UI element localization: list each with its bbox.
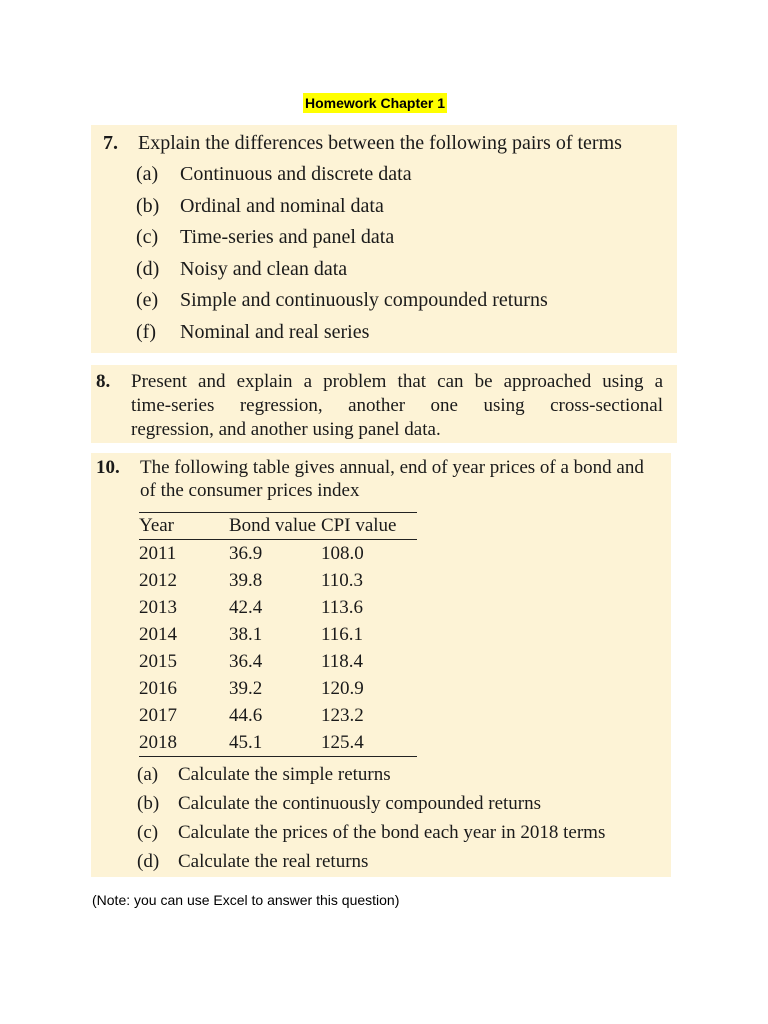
table-cell: 118.4 xyxy=(321,650,364,672)
table-cell: 120.9 xyxy=(321,677,364,699)
list-item xyxy=(136,257,347,281)
table-cell: 116.1 xyxy=(321,623,364,645)
page-title: Homework Chapter 1 xyxy=(305,95,446,111)
column-header: CPI value xyxy=(321,513,417,540)
item-text: Calculate the continuously compounded returns xyxy=(178,793,542,814)
question-text: Explain the differences between the following pairs of terms xyxy=(138,132,622,154)
table-cell: 2016 xyxy=(139,677,177,699)
question-number: 7. xyxy=(103,132,118,154)
data-table xyxy=(139,512,417,757)
table-row xyxy=(139,621,417,648)
table-cell: 36.4 xyxy=(229,650,263,672)
item-text: Noisy and clean data xyxy=(180,258,348,280)
table-row xyxy=(139,729,417,757)
item-label: (b) xyxy=(136,195,160,217)
question-10 xyxy=(91,453,671,877)
note-text: (Note: you can use Excel to answer this question) xyxy=(92,892,400,908)
question-number: 8. xyxy=(96,371,111,392)
list-item xyxy=(137,822,605,844)
list-item xyxy=(137,851,368,873)
item-label: (c) xyxy=(136,226,159,248)
table-cell: 108.0 xyxy=(321,542,364,564)
column-header: Bond value xyxy=(229,513,321,540)
list-item xyxy=(137,793,541,815)
table-cell: 2018 xyxy=(139,729,229,757)
list-item xyxy=(137,764,391,786)
table-row xyxy=(139,594,417,621)
list-item xyxy=(136,320,369,344)
table-cell: 36.9 xyxy=(229,542,263,564)
table-cell: 123.2 xyxy=(321,704,364,726)
item-text: Ordinal and nominal data xyxy=(180,195,384,217)
item-label: (b) xyxy=(137,793,160,814)
table-cell: 2014 xyxy=(139,623,177,645)
table-cell: 2015 xyxy=(139,650,177,672)
item-label: (d) xyxy=(137,851,160,872)
table-row xyxy=(139,540,417,568)
item-text: Simple and continuously compounded returns xyxy=(180,289,548,311)
item-text: Calculate the real returns xyxy=(178,851,369,872)
table-cell: 45.1 xyxy=(229,729,321,757)
question-text-line: Present and explain a problem that can be approached using a xyxy=(131,371,663,392)
column-header: Year xyxy=(139,513,229,540)
table-cell: 2011 xyxy=(139,542,177,564)
item-text: Nominal and real series xyxy=(180,321,370,343)
list-item xyxy=(136,194,384,218)
item-label: (e) xyxy=(136,289,159,311)
table-cell: 2017 xyxy=(139,704,177,726)
table-row xyxy=(139,567,417,594)
list-item xyxy=(136,162,412,186)
list-item xyxy=(136,225,394,249)
table-cell: 125.4 xyxy=(321,729,417,757)
item-label: (c) xyxy=(137,822,159,843)
question-8 xyxy=(91,365,677,443)
item-text: Calculate the prices of the bond each year in 2018 terms xyxy=(178,822,606,843)
question-text-line: of the consumer prices index xyxy=(140,480,360,501)
table-cell: 110.3 xyxy=(321,569,364,591)
table-cell: 44.6 xyxy=(229,704,263,726)
table-row xyxy=(139,648,417,675)
table-cell: 38.1 xyxy=(229,623,263,645)
item-text: Calculate the simple returns xyxy=(178,764,391,785)
table-cell: 42.4 xyxy=(229,596,263,618)
item-text: Continuous and discrete data xyxy=(180,163,412,185)
item-label: (d) xyxy=(136,258,160,280)
list-item xyxy=(136,288,548,312)
table-cell: 39.2 xyxy=(229,677,263,699)
table-row xyxy=(139,702,417,729)
table-cell: 39.8 xyxy=(229,569,263,591)
table-cell: 2013 xyxy=(139,596,177,618)
question-text-line: regression, and another using panel data. xyxy=(131,419,441,440)
question-7 xyxy=(91,125,677,353)
table-row xyxy=(139,675,417,702)
item-label: (a) xyxy=(136,163,159,185)
question-text-line: The following table gives annual, end of year prices of a bond and xyxy=(140,457,644,478)
table-cell: 113.6 xyxy=(321,596,364,618)
item-label: (a) xyxy=(137,764,159,785)
question-number: 10. xyxy=(96,457,120,478)
question-text-line: time-series regression, another one using cross-sectional xyxy=(131,395,663,416)
table-cell: 2012 xyxy=(139,569,177,591)
item-label: (f) xyxy=(136,321,156,343)
item-text: Time-series and panel data xyxy=(180,226,395,248)
table-header-row xyxy=(139,513,417,540)
